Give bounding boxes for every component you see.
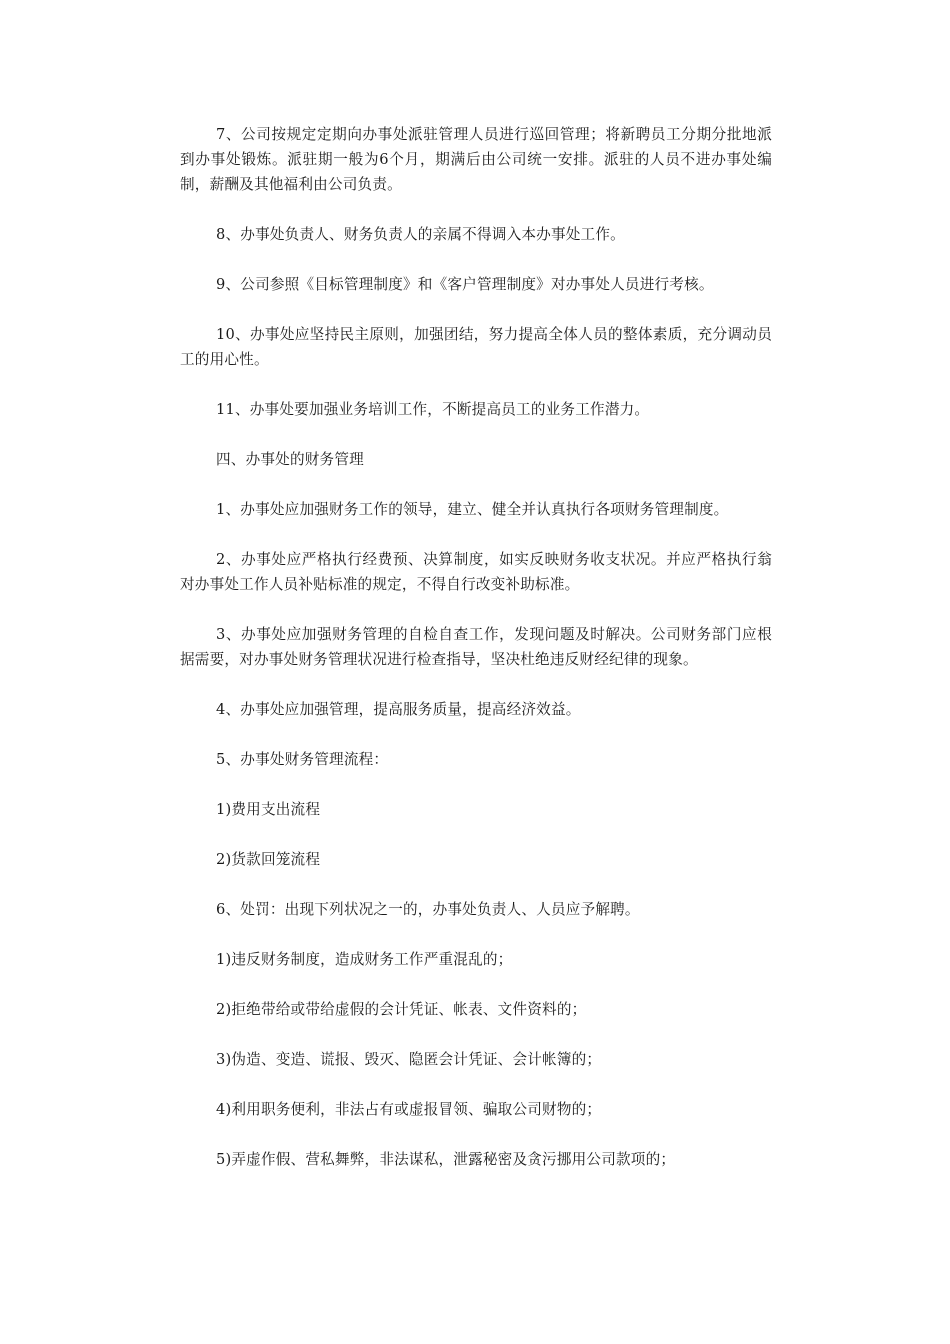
penalty-item-3: 3)伪造、变造、谎报、毁灭、隐匿会计凭证、会计帐簿的； xyxy=(216,1051,602,1068)
paragraph-finance-2: 2、办事处应严格执行经费预、决算制度，如实反映财务收支状况。并应严格执行翁对办事处工作人员补贴标准的规定，不得自行改变补助标准。 xyxy=(180,551,772,593)
list-item-payment-collection-flow: 2)货款回笼流程 xyxy=(216,851,321,868)
paragraph-11-training: 11、办事处要加强业务培训工作，不断提高员工的业务工作潜力。 xyxy=(216,401,650,418)
paragraph-10-democratic-principle: 10、办事处应坚持民主原则，加强团结，努力提高全体人员的整体素质，充分调动员工的用心性。 xyxy=(180,326,772,368)
penalty-item-1: 1)违反财务制度，造成财务工作严重混乱的； xyxy=(216,951,513,968)
paragraph-finance-6-penalties: 6、处罚：出现下列状况之一的，办事处负责人、人员应予解聘。 xyxy=(216,901,640,918)
paragraph-finance-1: 1、办事处应加强财务工作的领导，建立、健全并认真执行各项财务管理制度。 xyxy=(216,501,729,518)
paragraph-7-dispatch-management: 7、公司按规定定期向办事处派驻管理人员进行巡回管理；将新聘员工分期分批地派到办事处锻炼。派驻期一般为6个月，期满后由公司统一安排。派驻的人员不进办事处编制，薪酬及其他福利由公司负责。 xyxy=(180,126,772,193)
paragraph-finance-3: 3、办事处应加强财务管理的自检自查工作，发现问题及时解决。公司财务部门应根据需要，对办事处财务管理状况进行检查指导，坚决杜绝违反财经纪律的现象。 xyxy=(180,626,772,668)
paragraph-8-relatives-rule: 8、办事处负责人、财务负责人的亲属不得调入本办事处工作。 xyxy=(216,226,625,243)
penalty-item-5: 5)弄虚作假、营私舞弊，非法谋私，泄露秘密及贪污挪用公司款项的； xyxy=(216,1151,676,1168)
document-body xyxy=(180,122,772,1172)
list-item-expense-flow: 1)费用支出流程 xyxy=(216,801,321,818)
paragraph-finance-4: 4、办事处应加强管理，提高服务质量，提高经济效益。 xyxy=(216,701,581,718)
penalty-item-4: 4)利用职务便利，非法占有或虚报冒领、骗取公司财物的； xyxy=(216,1101,602,1118)
penalty-item-2: 2)拒绝带给或带给虚假的会计凭证、帐表、文件资料的； xyxy=(216,1001,587,1018)
section-heading-financial-management: 四、办事处的财务管理 xyxy=(216,451,364,468)
paragraph-finance-5: 5、办事处财务管理流程： xyxy=(216,751,389,768)
paragraph-9-assessment: 9、公司参照《目标管理制度》和《客户管理制度》对办事处人员进行考核。 xyxy=(216,276,714,293)
